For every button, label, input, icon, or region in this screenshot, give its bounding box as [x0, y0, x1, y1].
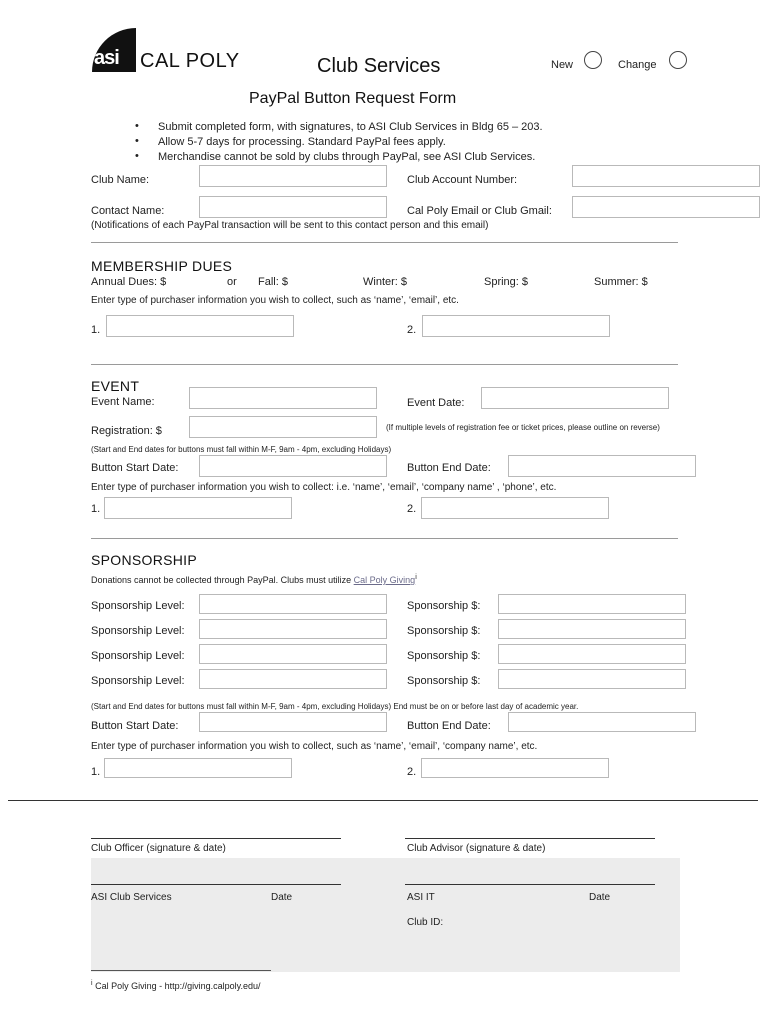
- office-use-box: [91, 858, 680, 972]
- sponsorship-instruction: Enter type of purchaser information you wish to collect, such as ‘name’, ‘email’, ‘company name’, etc.: [91, 741, 538, 752]
- bullet-2: Allow 5-7 days for processing. Standard PayPal fees apply.: [158, 136, 446, 148]
- sponsorship-level-label: Sponsorship Level:: [91, 675, 185, 687]
- footnote-ref: i: [415, 574, 417, 581]
- sponsorship-info-2-input[interactable]: [421, 758, 609, 778]
- registration-label: Registration: $: [91, 425, 162, 437]
- divider: [91, 242, 678, 243]
- number-1: 1.: [91, 766, 101, 778]
- advisor-signature-label: Club Advisor (signature & date): [407, 843, 546, 854]
- asi-it-label: ASI IT: [407, 892, 435, 903]
- bullet-1: Submit completed form, with signatures, to ASI Club Services in Bldg 65 – 203.: [158, 121, 543, 133]
- event-heading: EVENT: [91, 378, 140, 394]
- number-2: 2.: [407, 766, 417, 778]
- winter-label: Winter: $: [363, 276, 408, 288]
- membership-instruction: Enter type of purchaser information you wish to collect, such as ‘name’, ‘email’, etc.: [91, 295, 459, 306]
- event-dates-note: (Start and End dates for buttons must fall within M-F, 9am - 4pm, excluding Holidays): [91, 445, 392, 454]
- section-divider: [8, 800, 758, 801]
- date-label: Date: [589, 892, 611, 903]
- club-account-input[interactable]: [572, 165, 760, 187]
- event-start-label: Button Start Date:: [91, 462, 179, 474]
- event-instruction: Enter type of purchaser information you wish to collect: i.e. ‘name’, ‘email’, ‘company name’ , ‘phone’, etc.: [91, 482, 557, 493]
- event-name-label: Event Name:: [91, 396, 155, 408]
- sponsorship-amount-label: Sponsorship $:: [407, 675, 481, 687]
- bullet-dot: •: [135, 120, 139, 132]
- sponsorship-level-1-input[interactable]: [199, 594, 387, 614]
- sponsorship-amount-4-input[interactable]: [498, 669, 686, 689]
- new-label: New: [551, 59, 574, 71]
- date-label: Date: [271, 892, 293, 903]
- event-date-input[interactable]: [481, 387, 669, 409]
- asi-logo-mark: [92, 28, 136, 72]
- bullet-dot: •: [135, 135, 139, 147]
- event-info-2-input[interactable]: [421, 497, 609, 519]
- sponsorship-level-label: Sponsorship Level:: [91, 625, 185, 637]
- sponsorship-level-3-input[interactable]: [199, 644, 387, 664]
- sponsorship-start-input[interactable]: [199, 712, 387, 732]
- change-label: Change: [618, 59, 657, 71]
- sponsorship-level-label: Sponsorship Level:: [91, 600, 185, 612]
- sponsorship-start-label: Button Start Date:: [91, 720, 179, 732]
- sponsorship-amount-1-input[interactable]: [498, 594, 686, 614]
- footnote: [91, 980, 261, 991]
- number-1: 1.: [91, 324, 101, 336]
- advisor-signature-line[interactable]: [405, 838, 655, 839]
- contact-name-label: Contact Name:: [91, 205, 165, 217]
- asi-it-signature-line: [405, 884, 655, 885]
- footnote-text: Cal Poly Giving - http://giving.calpoly.edu/: [95, 981, 261, 991]
- email-input[interactable]: [572, 196, 760, 218]
- or-label: or: [227, 276, 237, 288]
- form-subtitle: PayPal Button Request Form: [249, 90, 457, 107]
- annual-dues-label: Annual Dues: $: [91, 276, 167, 288]
- asi-cs-signature-line: [91, 884, 341, 885]
- club-name-label: Club Name:: [91, 174, 150, 186]
- divider: [91, 364, 678, 365]
- sponsorship-end-input[interactable]: [508, 712, 696, 732]
- notification-note: (Notifications of each PayPal transaction will be sent to this contact person and this email): [91, 220, 489, 231]
- sponsorship-amount-label: Sponsorship $:: [407, 625, 481, 637]
- membership-info-2-input[interactable]: [422, 315, 610, 337]
- officer-signature-line[interactable]: [91, 838, 341, 839]
- number-1: 1.: [91, 503, 101, 515]
- spring-label: Spring: $: [484, 276, 529, 288]
- event-date-label: Event Date:: [407, 397, 465, 409]
- club-id-label: Club ID:: [407, 917, 444, 928]
- sponsorship-amount-label: Sponsorship $:: [407, 650, 481, 662]
- bullet-dot: •: [135, 150, 139, 162]
- sponsorship-level-label: Sponsorship Level:: [91, 650, 185, 662]
- registration-note: (If multiple levels of registration fee or ticket prices, please outline on reverse): [386, 423, 660, 432]
- membership-info-1-input[interactable]: [106, 315, 294, 337]
- number-2: 2.: [407, 324, 417, 336]
- fall-label: Fall: $: [258, 276, 288, 288]
- membership-heading: MEMBERSHIP DUES: [91, 258, 233, 274]
- cal-poly-giving-link[interactable]: Cal Poly Giving: [353, 575, 416, 585]
- sponsorship-dates-note: (Start and End dates for buttons must fall within M-F, 9am - 4pm, excluding Holidays) End must be on or before last day of academic year.: [91, 702, 579, 711]
- sponsorship-info-1-input[interactable]: [104, 758, 292, 778]
- asi-logo-text: asi: [94, 47, 119, 69]
- event-name-input[interactable]: [189, 387, 377, 409]
- event-info-1-input[interactable]: [104, 497, 292, 519]
- club-name-input[interactable]: [199, 165, 387, 187]
- sponsorship-amount-2-input[interactable]: [498, 619, 686, 639]
- sponsorship-note-text: Donations cannot be collected through PayPal. Clubs must utilize: [91, 575, 354, 585]
- summer-label: Summer: $: [594, 276, 648, 288]
- footnote-rule: [91, 970, 271, 971]
- sponsorship-level-2-input[interactable]: [199, 619, 387, 639]
- divider: [91, 538, 678, 539]
- change-radio[interactable]: [669, 51, 687, 69]
- event-end-label: Button End Date:: [407, 462, 491, 474]
- event-end-input[interactable]: [508, 455, 696, 477]
- footnote-mark: i: [91, 980, 93, 987]
- event-start-input[interactable]: [199, 455, 387, 477]
- bullet-3: Merchandise cannot be sold by clubs through PayPal, see ASI Club Services.: [158, 151, 536, 163]
- sponsorship-heading: SPONSORSHIP: [91, 552, 197, 568]
- sponsorship-end-label: Button End Date:: [407, 720, 491, 732]
- registration-input[interactable]: [189, 416, 377, 438]
- sponsorship-amount-label: Sponsorship $:: [407, 600, 481, 612]
- asi-club-services-label: ASI Club Services: [91, 892, 172, 903]
- officer-signature-label: Club Officer (signature & date): [91, 843, 226, 854]
- org-name: CAL POLY: [140, 50, 240, 72]
- sponsorship-level-4-input[interactable]: [199, 669, 387, 689]
- sponsorship-amount-3-input[interactable]: [498, 644, 686, 664]
- email-label: Cal Poly Email or Club Gmail:: [407, 205, 552, 217]
- sponsorship-note: [91, 574, 417, 585]
- page-title: Club Services: [317, 55, 441, 77]
- number-2: 2.: [407, 503, 417, 515]
- contact-name-input[interactable]: [199, 196, 387, 218]
- new-radio[interactable]: [584, 51, 602, 69]
- club-account-label: Club Account Number:: [407, 174, 518, 186]
